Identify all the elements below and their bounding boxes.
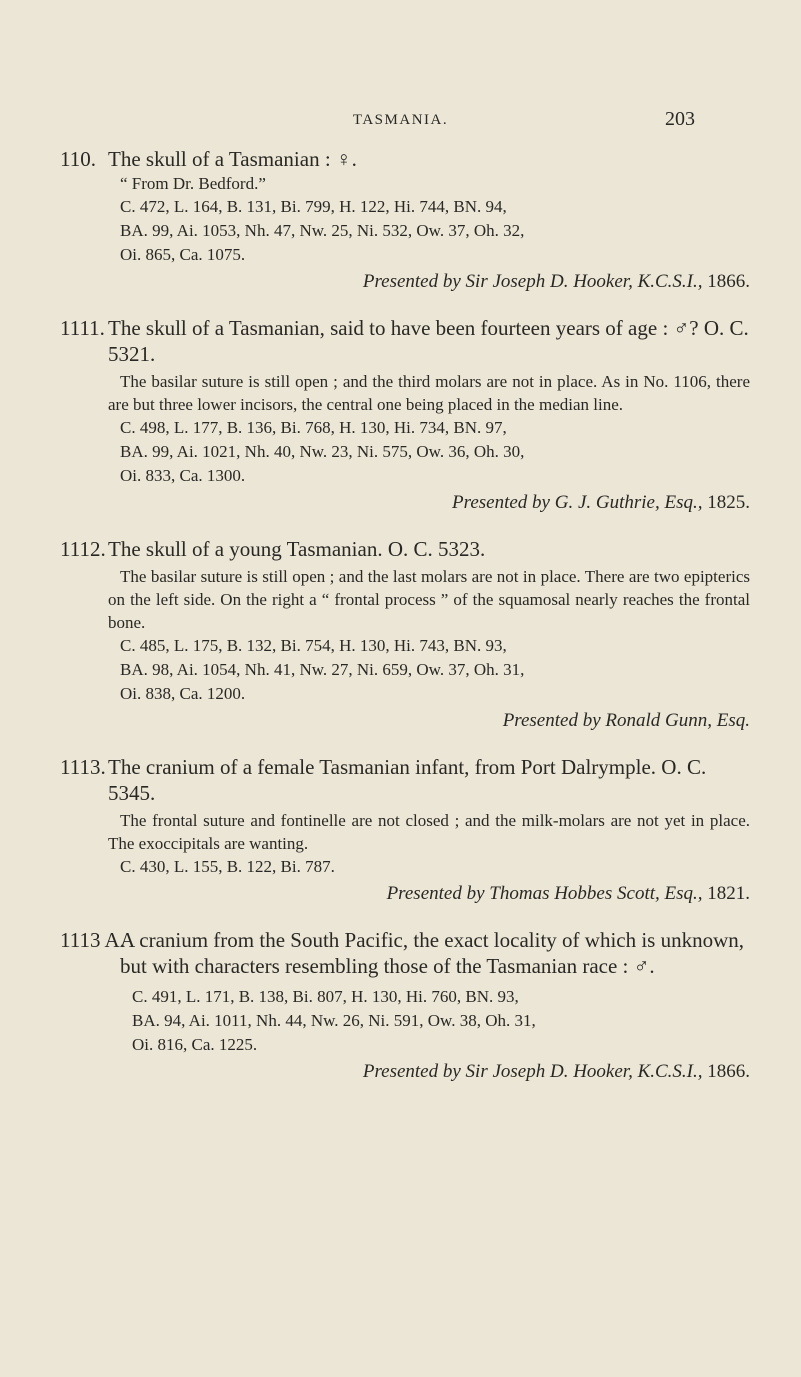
entry-title: The skull of a Tasmanian : ♀. [108, 147, 357, 171]
entry-quote: “ From Dr. Bedford.” [120, 174, 266, 193]
entry-number: 110. [60, 147, 96, 171]
measurement-line: C. 491, L. 171, B. 138, Bi. 807, H. 130, Hi. 760, BN. 93, [132, 987, 519, 1006]
catalogue-entry [60, 315, 750, 516]
entry-body [108, 370, 750, 516]
catalogue-entry [60, 536, 750, 734]
entry-heading [60, 315, 750, 367]
entry-description: The frontal suture and fontinelle are not closed ; and the milk-molars are not yet in place. The exoccipitals are wanting. [108, 811, 750, 853]
donor-name: Presented by G. J. Guthrie, Esq., [452, 492, 703, 513]
measurement-line: Oi. 833, Ca. 1300. [120, 466, 246, 485]
page-header [0, 108, 801, 136]
measurement-line: BA. 94, Ai. 1011, Nh. 44, Nw. 26, Ni. 591, Ow. 38, Oh. 31, [132, 1011, 536, 1030]
measurement-line: C. 430, L. 155, B. 122, Bi. 787. [120, 857, 335, 876]
donor-year: 1825. [707, 492, 750, 513]
donor-year: 1821. [707, 883, 750, 904]
donor-credit [108, 490, 750, 516]
entry-body [108, 809, 750, 907]
catalogue-entry [60, 754, 750, 907]
measurement-line: Oi. 816, Ca. 1225. [132, 1035, 258, 1054]
measurement-line: Oi. 838, Ca. 1200. [120, 684, 246, 703]
entry-number: 1113 A. [60, 928, 125, 952]
entry-body [120, 985, 750, 1085]
donor-credit [120, 1059, 750, 1085]
measurement-line: BA. 99, Ai. 1021, Nh. 40, Nw. 23, Ni. 575, Ow. 36, Oh. 30, [120, 442, 525, 461]
entry-description: The basilar suture is still open ; and the third molars are not in place. As in No. 1106, there are but three lower incisors, the central one being placed in the median line. [108, 372, 750, 414]
donor-year: 1866. [707, 271, 750, 292]
entry-description: The basilar suture is still open ; and the last molars are not in place. There are two epipterics on the left side. On the right a “ frontal process ” of the squamosal nearly reaches the frontal bone. [108, 567, 750, 632]
entry-title: The cranium of a female Tasmanian infant, from Port Dalrymple. O. C. 5345. [108, 755, 707, 805]
donor-name: Presented by Thomas Hobbes Scott, Esq., [386, 883, 703, 904]
entry-title: A cranium from the South Pacific, the exact locality of which is unknown, but with characters resembling those of the Tasmanian race : ♂. [120, 928, 745, 978]
entry-number: 1111. [60, 316, 105, 340]
entry-body [108, 172, 750, 295]
running-title: TASMANIA. [352, 112, 449, 128]
entry-heading [60, 754, 750, 806]
donor-year: 1866. [707, 1061, 750, 1082]
measurement-line: BA. 99, Ai. 1053, Nh. 47, Nw. 25, Ni. 532, Ow. 37, Oh. 32, [120, 221, 525, 240]
donor-name: Presented by Sir Joseph D. Hooker, K.C.S.I., [362, 271, 703, 292]
catalogue-entry [60, 927, 750, 1085]
measurement-line: Oi. 865, Ca. 1075. [120, 245, 246, 264]
entry-heading [60, 146, 750, 172]
entry-heading [60, 536, 750, 562]
page-number: 203 [665, 108, 695, 130]
catalogue-entries [60, 146, 750, 1105]
donor-name: Presented by Sir Joseph D. Hooker, K.C.S.I., [362, 1061, 703, 1082]
entry-number: 1112. [60, 537, 106, 561]
donor-credit [108, 881, 750, 907]
entry-body [108, 565, 750, 734]
entry-title: The skull of a young Tasmanian. O. C. 5323. [108, 537, 486, 561]
measurement-line: C. 472, L. 164, B. 131, Bi. 799, H. 122, Hi. 744, BN. 94, [120, 197, 507, 216]
entry-title: The skull of a Tasmanian, said to have been fourteen years of age : ♂? O. C. 5321. [108, 316, 749, 366]
measurement-line: C. 498, L. 177, B. 136, Bi. 768, H. 130, Hi. 734, BN. 97, [120, 418, 507, 437]
donor-name: Presented by Ronald Gunn, Esq. [502, 710, 750, 731]
catalogue-entry [60, 146, 750, 295]
donor-credit [108, 708, 750, 734]
entry-number: 1113. [60, 755, 106, 779]
donor-credit [108, 269, 750, 295]
entry-heading [60, 927, 750, 979]
measurement-line: BA. 98, Ai. 1054, Nh. 41, Nw. 27, Ni. 659, Ow. 37, Oh. 31, [120, 660, 525, 679]
measurement-line: C. 485, L. 175, B. 132, Bi. 754, H. 130, Hi. 743, BN. 93, [120, 636, 507, 655]
